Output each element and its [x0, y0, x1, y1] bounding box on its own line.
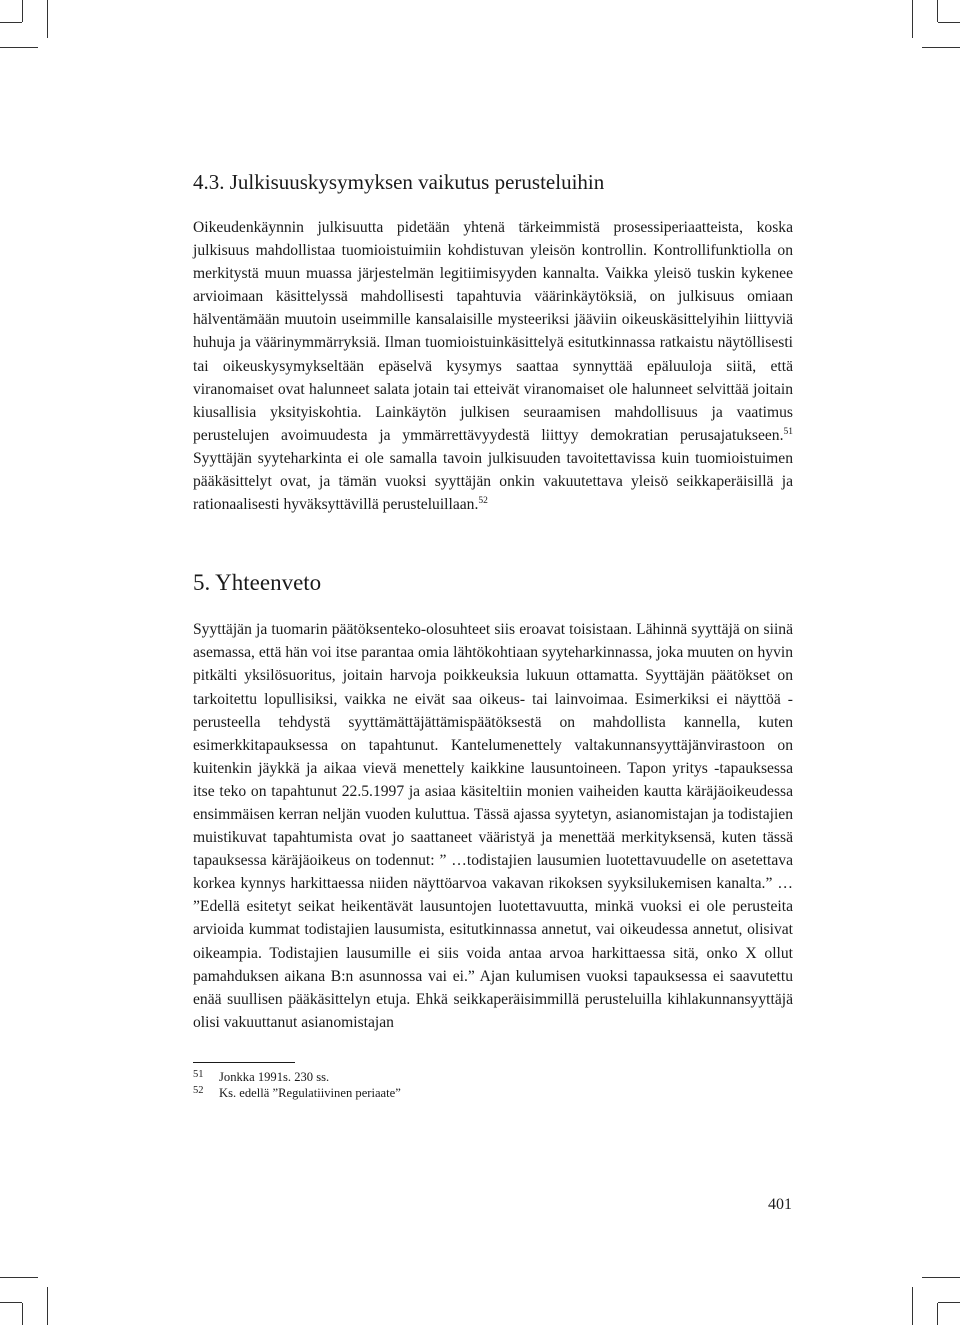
- footnote-ref[interactable]: 52: [478, 495, 488, 506]
- crop-mark: [938, 1302, 960, 1303]
- section-heading: 4.3. Julkisuuskysymyksen vaikutus perusteluihin: [193, 170, 605, 194]
- footnote-divider: [193, 1062, 295, 1063]
- crop-mark: [912, 1287, 913, 1325]
- footnote: [193, 1085, 793, 1101]
- footnote-number: 52: [193, 1084, 204, 1096]
- crop-mark: [22, 1303, 23, 1325]
- crop-mark: [937, 0, 938, 22]
- crop-mark: [47, 0, 48, 38]
- section-paragraph: Syyttäjän ja tuomarin päätöksenteko-olosuhteet siis eroavat toisistaan. Lähinnä syyttäjä on siinä asemassa, että hän voi itse parantaa omia lähtökohtiaan syyteharkinnassa, joka muuten on hyvin pitkälti yksilösuoritus, joitain harvoja poikkeuksia lukuun ottamatta. Syyttäjän päätökset on tarkoitettu lopullisiksi, vaikka ne eivät saa oikeus- tai lainvoimaa. Esimerkiksi ei näyttöä -perusteella tehdystä syyttämättäjättämispäätöksestä on mahdollista kannella, kuten esimerkkitapauksessa on tapahtunut. Kantelumenettely valtakunnansyyttäjänvirastoon on kuitenkin jäykkä ja aikaa vievä menettely kaikkine lausuntoineen. Tapon yritys -tapauksessa itse teko on tapahtunut 22.5.1997 ja asiaa käsiteltiin monien vaiheiden kautta käräjäoikeudessa ensimmäisen kerran neljän vuoden kuluttua. Tässä ajassa syytetyn, asianomistajan ja todistajien muistikuvat tapahtumista ovat jo saattaneet vääristyä ja menettää merkityksensä, kuten tässä tapauksessa käräjäoikeus on todennut: ” …todistajien lausumien luotettavuudelle on asetettava korkea kynnys harkittaessa niiden näyttöarvoa vakavan rikoksen syyksilukemisen kanalta.” … ”Edellä esitetyt seikat heikentävät lausuntojen luotettavuutta, minkä vuoksi ei ole perusteita arvioida kummat todistajien lausumista, esitutkinnassa annetut, vai oikeudessa annetut, olisivat oikeampia. Todistajien lausumille ei siis voida antaa arvoa harkittaessa sitä, onko X ollut pamahduksen aikana B:n asunnossa vai ei.” Ajan kulumisen vuoksi tapauksessa ei saavutettu enää suullisen pääkäsittelyn etuja. Ehkä seikkaperäisimmillä perusteluilla kihlakunnansyyttäjä olisi vakuuttanut asianomistajan: [193, 621, 793, 1031]
- crop-mark: [0, 1277, 38, 1278]
- crop-mark: [922, 1277, 960, 1278]
- section-heading: 5. Yhteenveto: [193, 570, 322, 596]
- crop-mark: [22, 0, 23, 22]
- crop-mark: [0, 47, 38, 48]
- crop-mark: [922, 47, 960, 48]
- paragraph-text: Oikeudenkäynnin julkisuutta pidetään yhtenä tärkeimmistä prosessiperiaatteista, koska julkisuus mahdollistaa tuomioistuimiin kohdistuvan yleisön kontrollin. Kontrollifunktiolla on merkitystä muun muassa järjestelmän legitiimisyyden kannalta. Vaikka yleisö tuskin kykenee arvioimaan käsittelyssä mahdollisesti tapahtuvia väärinkäytöksiä, on julkisuus omiaan hälventämään muutoin useimmille kansalaisille mysteeriksi jääviin oikeuskäsittelyihin liittyviä huhuja ja väärinymmärryksiä. Ilman tuomioistuinkäsittelyä esitutkinnassa ratkaistu näytöllisesti tai oikeuskysymykseltään epäselvä kysymys saattaa synnyttää epäluuloja siitä, että viranomaiset ovat halunneet salata jotain tai etteivät viranomaiset ole halunneet selvittää joitain kiusallisia yksityiskohtia. Lainkäytön julkisen seuraamisen mahdollisuus ja vaatimus perustelujen avoimuudesta ja ymmärrettävyydestä liittyy demokratian perusajatukseen.: [193, 219, 793, 444]
- footnote-ref[interactable]: 51: [783, 426, 793, 437]
- crop-mark: [912, 0, 913, 38]
- paragraph-text: Syyttäjän syyteharkinta ei ole samalla tavoin julkisuuden tavoitettavissa kuin tuomioistuimen pääkäsittelyt ovat, ja tämän vuoksi syyttäjän onkin vakuutettava yleisö seikkaperäisillä ja rationaalisesti hyväksyttävillä perusteluillaan.: [193, 449, 793, 514]
- footnote-number: 51: [193, 1068, 204, 1080]
- crop-mark: [937, 1303, 938, 1325]
- crop-mark: [0, 1302, 22, 1303]
- crop-mark: [47, 1287, 48, 1325]
- footnote: [193, 1069, 793, 1085]
- crop-mark: [0, 22, 22, 23]
- page-number: 401: [768, 1196, 792, 1213]
- page-body: [193, 168, 793, 1101]
- footnote-text: Jonkka 1991s. 230 ss.: [219, 1069, 330, 1084]
- section-paragraph: [193, 216, 793, 516]
- crop-mark: [938, 22, 960, 23]
- footnote-text: Ks. edellä ”Regulatiivinen periaate”: [219, 1085, 401, 1100]
